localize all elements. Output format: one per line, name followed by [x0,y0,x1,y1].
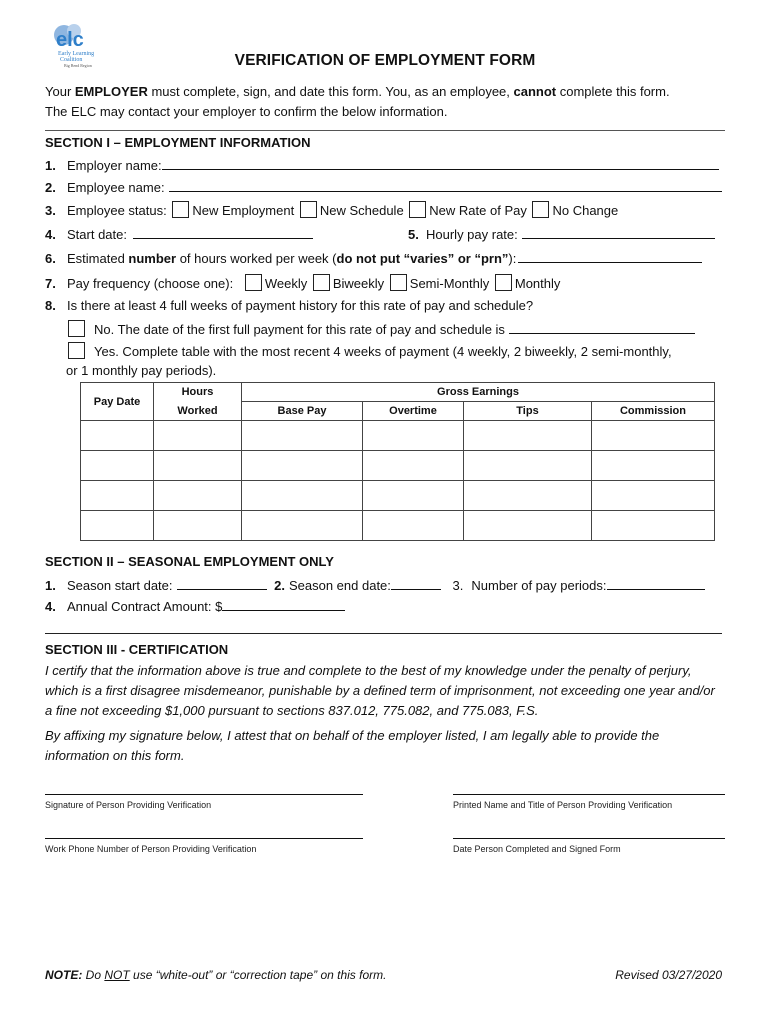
cell-pay-date[interactable] [81,481,154,511]
intro-line-1 [45,82,735,102]
table-header-row-2 [81,402,715,421]
cell-overtime[interactable] [363,421,464,451]
table-row [81,481,715,511]
cell-tips[interactable] [464,451,592,481]
attestation-text: By affixing my signature below, I attest that on behalf of the employer listed, I am legally able to provide the information on this form. [45,728,660,763]
q3-num: 3. [45,203,56,218]
divider-1 [45,130,725,131]
q2-employee-name [45,179,722,195]
intro-p1c: complete this form. [556,84,670,99]
note-a: Do [82,968,105,982]
cell-overtime[interactable] [363,481,464,511]
cell-commission[interactable] [592,481,715,511]
section1-heading: SECTION I – EMPLOYMENT INFORMATION [45,135,311,150]
q3-label: Employee status: [67,203,167,218]
cell-base-pay[interactable] [242,511,363,541]
cell-hours[interactable] [154,451,242,481]
freq-monthly-checkbox[interactable] [495,274,512,291]
logo-line3: Big Bend Region [64,63,92,68]
signature-label: Signature of Person Providing Verification [45,800,212,810]
q7-num: 7. [45,276,56,291]
cell-base-pay[interactable] [242,481,363,511]
annual-contract-field[interactable] [222,598,345,611]
intro-line-2: The ELC may contact your employer to confirm the below information. [45,104,448,119]
q8-payment-history [45,298,533,313]
q5-num: 5. [408,227,419,242]
logo-line2: Coalition [60,57,83,63]
cell-commission[interactable] [592,451,715,481]
intro-employer: EMPLOYER [74,84,148,99]
s2-q3-label: Number of pay periods: [471,578,607,593]
status-new-employment-checkbox[interactable] [172,201,189,218]
season-end-field[interactable] [391,577,441,590]
freq-option-biweekly: Biweekly [332,276,385,291]
status-option-no-change: No Change [552,203,619,218]
logo-line1: Early Learning [58,51,95,57]
history-no-checkbox[interactable] [68,320,85,337]
first-payment-date-field[interactable] [509,321,695,334]
table-header-row-1 [81,383,715,402]
col-commission: Commission [592,402,715,421]
s2-q4-label: Annual Contract Amount: $ [67,599,223,614]
cell-pay-date[interactable] [81,511,154,541]
hours-per-week-field[interactable] [518,250,702,263]
cell-pay-date[interactable] [81,451,154,481]
s2-q4-num: 4. [45,599,56,614]
revision-date: Revised 03/27/2020 [615,968,722,982]
status-option-new-schedule: New Schedule [319,203,404,218]
intro-p1b: must complete, sign, and date this form. You, as an employee, [147,84,514,99]
status-option-new-rate: New Rate of Pay [429,203,527,218]
s2-annual-contract [45,598,345,614]
q8-yes-option [66,342,672,359]
employer-name-field[interactable] [162,157,719,170]
form-title: VERIFICATION OF EMPLOYMENT FORM [234,52,536,69]
section2-heading: SECTION II – SEASONAL EMPLOYMENT ONLY [45,554,334,569]
season-start-field[interactable] [177,577,267,590]
status-no-change-checkbox[interactable] [532,201,549,218]
col-tips: Tips [464,402,592,421]
freq-weekly-checkbox[interactable] [245,274,262,291]
s2-q2-num: 2. [274,578,285,593]
cell-overtime[interactable] [363,511,464,541]
col-hours-1: Hours [154,383,242,402]
status-new-rate-checkbox[interactable] [409,201,426,218]
q6-a: Estimated [67,251,129,266]
note-not: NOT [104,968,130,982]
printed-name-line[interactable] [453,794,725,795]
q8-num: 8. [45,298,56,313]
q8-no-option [66,320,695,337]
s2-q1-label: Season start date: [67,578,173,593]
freq-option-semi-monthly: Semi-Monthly [409,276,490,291]
intro-p1a: Your [45,84,75,99]
q5-label: Hourly pay rate: [426,227,518,242]
signature-line[interactable] [45,794,363,795]
cell-base-pay[interactable] [242,421,363,451]
cell-commission[interactable] [592,511,715,541]
q8-no-label: No. The date of the first full payment for this rate of pay and schedule is [94,322,505,337]
q6-num: 6. [45,251,56,266]
cell-commission[interactable] [592,421,715,451]
cell-overtime[interactable] [363,451,464,481]
col-hours-2: Worked [154,402,242,421]
start-date-field[interactable] [133,226,313,239]
q4-label: Start date: [67,227,127,242]
divider-2 [45,633,722,634]
q4-start-date [45,226,313,242]
q6-bold: do not put “varies” or “prn” [336,251,509,266]
q2-label: Employee name: [67,180,165,195]
date-signed-line[interactable] [453,838,725,839]
section3-heading: SECTION III - CERTIFICATION [45,642,229,657]
q2-num: 2. [45,180,56,195]
table-row [81,421,715,451]
s2-q2-label: Season end date: [288,578,391,593]
q8-label: Is there at least 4 full weeks of payment history for this rate of pay and schedule? [67,298,534,313]
q1-num: 1. [45,158,56,173]
q1-label: Employer name: [67,158,162,173]
col-base-pay: Base Pay [242,402,363,421]
q7-label: Pay frequency (choose one): [67,276,234,291]
q5-hourly-pay-rate [408,226,715,242]
freq-option-weekly: Weekly [264,276,308,291]
cell-tips[interactable] [464,481,592,511]
date-signed-label: Date Person Completed and Signed Form [453,844,621,854]
footer-note [45,968,386,982]
s2-q1-num: 1. [45,578,56,593]
freq-biweekly-checkbox[interactable] [313,274,330,291]
logo-mark-text: elc [56,29,84,51]
q6-number: number [128,251,177,266]
status-option-new-employment: New Employment [192,203,295,218]
cell-hours[interactable] [154,511,242,541]
hourly-pay-rate-field[interactable] [522,226,715,239]
intro-text [45,82,735,122]
table-row [81,511,715,541]
employee-name-field[interactable] [169,179,722,192]
note-b: use “white-out” or “correction tape” on this form. [129,968,387,982]
q7-pay-frequency [45,274,560,291]
cell-hours[interactable] [154,421,242,451]
history-yes-checkbox[interactable] [68,342,85,359]
q6-b: of hours worked per week ( [176,251,337,266]
freq-option-monthly: Monthly [514,276,561,291]
q8-yes-continued: or 1 monthly pay periods). [66,363,217,378]
cell-pay-date[interactable] [81,421,154,451]
note-label: NOTE: [45,968,83,982]
work-phone-label: Work Phone Number of Person Providing Verification [45,844,257,854]
freq-semi-monthly-checkbox[interactable] [390,274,407,291]
work-phone-line[interactable] [45,838,363,839]
cell-base-pay[interactable] [242,451,363,481]
s2-season-dates [45,577,705,593]
pay-periods-field[interactable] [607,577,705,590]
certification-text: I certify that the information above is true and complete to the best of my knowledge under the penalty of perjury, which is a first disagree misdemeanor, punishable by a defined term of imprisonment, not exceeding one year and/or a fine not exceeding $1,000 pursuant to sections 837.012, 775.082, and 775.083, F.S. [45,663,715,718]
q8-yes-label: Yes. Complete table with the most recent 4 weeks of payment (4 weekly, 2 biweekly, 2 semi-monthly, [94,344,672,359]
cell-tips[interactable] [464,421,592,451]
intro-cannot: cannot [513,84,557,99]
cell-tips[interactable] [464,511,592,541]
q4-num: 4. [45,227,56,242]
q6-c: ): [508,251,517,266]
q6-hours-per-week [45,250,702,266]
table-row [81,451,715,481]
col-overtime: Overtime [363,402,464,421]
printed-name-label: Printed Name and Title of Person Providing Verification [453,800,673,810]
col-pay-date: Pay Date [81,383,154,421]
status-new-schedule-checkbox[interactable] [300,201,317,218]
s2-q3-num: 3. [452,578,464,593]
q1-employer-name [45,157,719,173]
cell-hours[interactable] [154,481,242,511]
earnings-table [80,382,715,541]
col-gross-earnings: Gross Earnings [242,383,715,402]
q3-employee-status [45,201,618,218]
